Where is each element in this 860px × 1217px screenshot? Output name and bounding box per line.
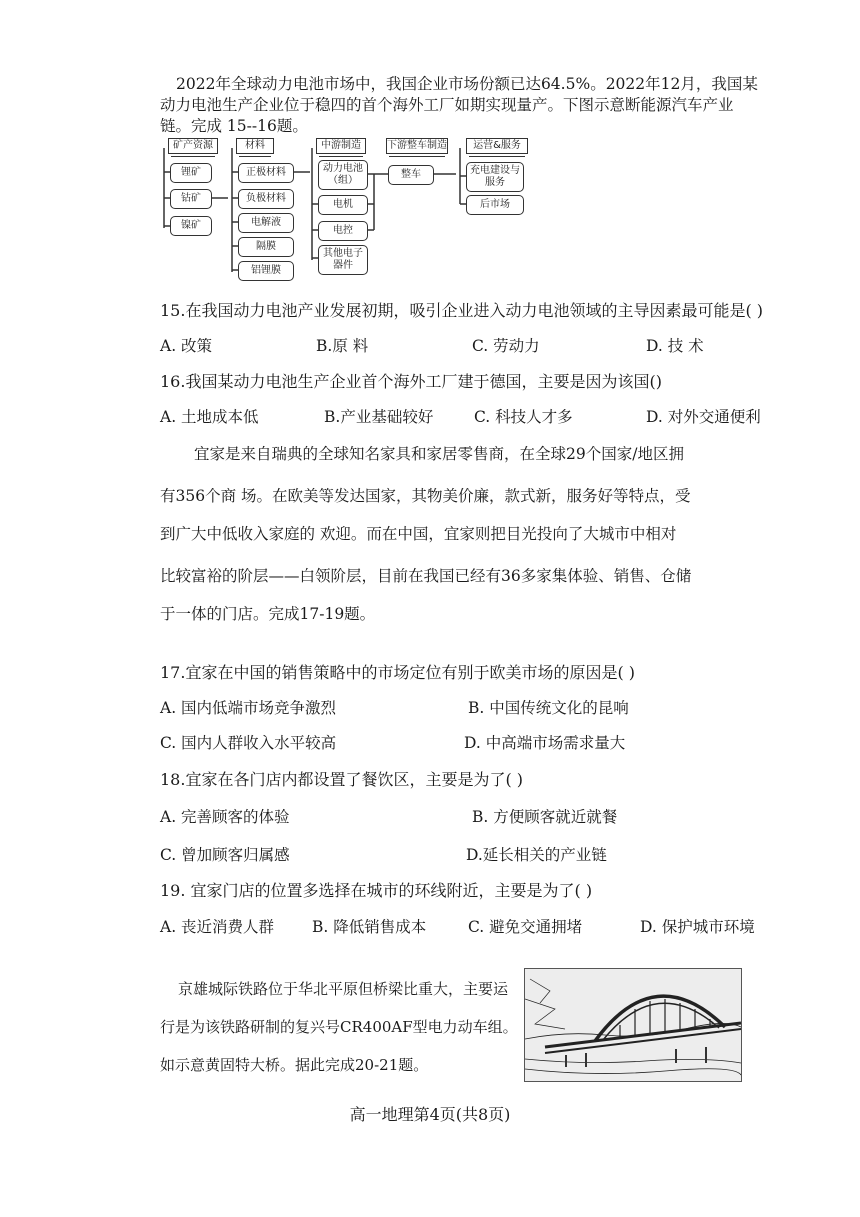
q16-option-c: C. 科技人才多 [474, 408, 573, 426]
header-mineral: 矿产资源 [168, 138, 218, 154]
q15-option-c: C. 劳动力 [472, 337, 540, 355]
box-charging-service: 充电建设与服务 [466, 162, 524, 192]
intro2-line2: 有356个商 场。在欧美等发达国家，其物美价廉，款式新，服务好等特点，受 [160, 487, 691, 505]
header-services: 运营&服务 [466, 138, 528, 154]
q16-option-b: B.产业基础较好 [324, 408, 434, 426]
q16-option-a: A. 土地成本低 [160, 408, 259, 426]
intro3-line2: 行是为该铁路研制的复兴号CR400AF型电力动车组。 [160, 1018, 518, 1036]
q17-stem: 17.宜家在中国的销售策略中的市场定位有别于欧美市场的原因是( ) [160, 663, 636, 682]
q17-option-a: A. 国内低端市场竞争激烈 [160, 699, 337, 717]
q15-option-d: D. 技 术 [646, 337, 704, 355]
box-aftermarket: 后市场 [466, 195, 524, 215]
q16-stem: 16.我国某动力电池生产企业首个海外工厂建于德国，主要是因为该国() [160, 372, 662, 391]
intro1-line3: 链。完成 15--16题。 [160, 117, 308, 135]
intro3-line3: 如示意黄固特大桥。据此完成20-21题。 [160, 1056, 429, 1074]
box-electrolyte: 电解液 [238, 213, 294, 233]
bridge-photo [524, 968, 742, 1082]
q17-option-b: B. 中国传统文化的昆响 [468, 699, 629, 717]
q17-option-d: D. 中高端市场需求量大 [464, 734, 626, 752]
box-aluminum-film: 铝锂膜 [238, 261, 294, 281]
box-electronic-control: 电控 [318, 221, 368, 241]
q19-stem: 19. 宜家门店的位置多选择在城市的环线附近，主要是为了( ) [160, 881, 593, 900]
q18-option-b: B. 方便顾客就近就餐 [472, 808, 618, 826]
q18-option-c: C. 曾加顾客归属感 [160, 846, 290, 864]
bridge-illustration [525, 969, 741, 1081]
q19-option-c: C. 避免交通拥堵 [468, 918, 583, 936]
q16-option-d: D. 对外交通便利 [646, 408, 761, 426]
intro2-line4: 比较富裕的阶层——白领阶层，目前在我国已经有36多家集体验、销售、仓储 [160, 567, 692, 585]
q18-stem: 18.宜家在各门店内都设置了餐饮区，主要是为了( ) [160, 770, 524, 789]
q18-option-d: D.延长相关的产业链 [466, 846, 607, 864]
box-nickel-ore: 镍矿 [170, 216, 212, 236]
q15-option-a: A. 改策 [160, 337, 213, 355]
header-materials: 材料 [236, 138, 274, 154]
box-power-battery: 动力电池（组） [318, 160, 368, 190]
intro1-line1: 2022年全球动力电池市场中，我国企业市场份额已达64.5%。2022年12月，我国某 [176, 75, 758, 93]
q18-option-a: A. 完善顾客的体验 [160, 808, 290, 826]
box-cobalt-ore: 钴矿 [170, 189, 212, 209]
page-footer: 高一地理第4页(共8页) [349, 1105, 511, 1124]
intro1-line2: 动力电池生产企业位于稳四的首个海外工厂如期实现量产。下图示意断能源汽车产业 [160, 96, 734, 114]
q15-option-b: B.原 料 [316, 337, 369, 355]
header-downstream: 下游整车制造 [386, 138, 448, 154]
q19-option-a: A. 丧近消费人群 [160, 918, 275, 936]
box-vehicle: 整车 [388, 165, 434, 185]
q15-stem: 15.在我国动力电池产业发展初期，吸引企业进入动力电池领域的主导因素最可能是( ) [160, 301, 764, 320]
box-lithium-ore: 锂矿 [170, 163, 212, 183]
box-anode: 负极材料 [238, 189, 294, 209]
q17-option-c: C. 国内人群收入水平较高 [160, 734, 337, 752]
box-other-electronics: 其他电子器件 [318, 245, 368, 275]
intro2-line1: 宜家是来自瑞典的全球知名家具和家居零售商，在全球29个国家/地区拥 [194, 445, 684, 463]
intro2-line5: 于一体的门店。完成17-19题。 [160, 605, 376, 623]
q19-option-d: D. 保护城市环境 [640, 918, 755, 936]
intro2-line3: 到广大中低收入家庭的 欢迎。而在中国，宜家则把目光投向了大城市中相对 [160, 525, 677, 543]
box-cathode: 正极材料 [238, 163, 294, 183]
box-motor: 电机 [318, 195, 368, 215]
industry-chain-diagram [160, 136, 540, 286]
intro3-line1: 京雄城际铁路位于华北平原但桥梁比重大，主要运 [178, 980, 509, 998]
header-midstream: 中游制造 [316, 138, 366, 154]
box-separator: 隔膜 [238, 237, 294, 257]
q19-option-b: B. 降低销售成本 [312, 918, 427, 936]
